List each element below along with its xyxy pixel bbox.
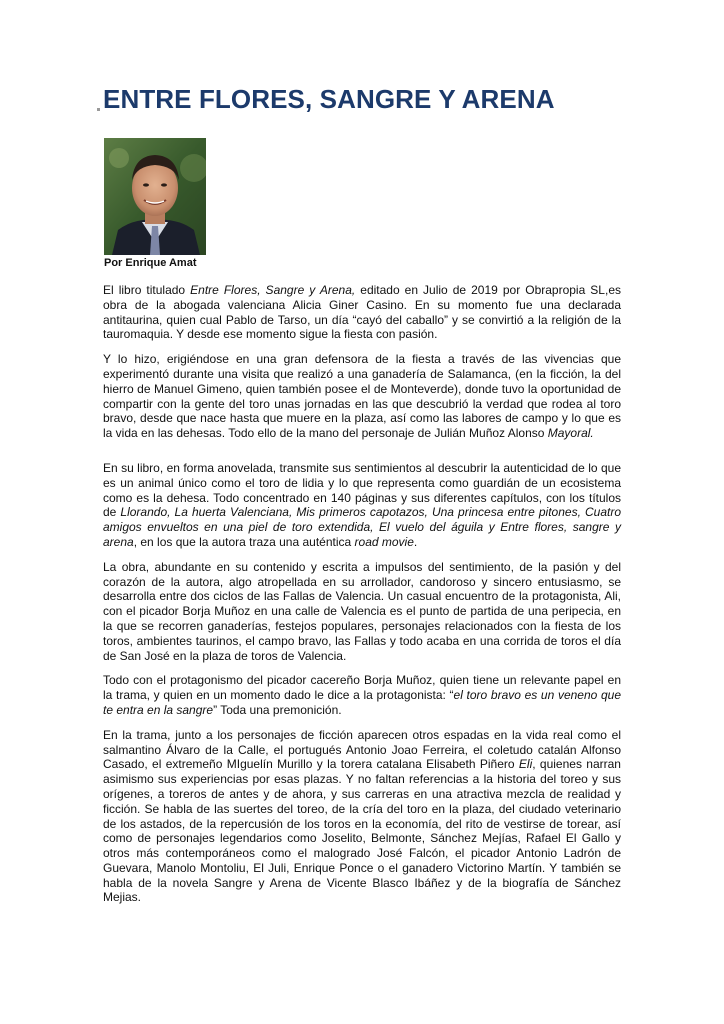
italic-text: Eli [518, 757, 533, 772]
italic-text: Mayoral. [547, 426, 594, 441]
text-run: Todo con el protagonismo del picador cacereño Borja Muñoz, quien tiene un relevante papel en la trama, y quien en un momento dado le dice a la protagonista: “ [103, 673, 621, 703]
italic-text: road movie [354, 534, 414, 549]
text-run: . [413, 534, 418, 549]
italic-text: Llorando, La huerta Valenciana, Mis primeros capotazos, Una princesa entre pitones, Cuatro amigos envueltos en una piel de toro extendida, El vuelo del águila y Entre flores, sangre y arena [103, 505, 621, 549]
paragraph [103, 728, 621, 906]
paragraph [103, 283, 621, 342]
paragraph [103, 673, 621, 717]
italic-text: el toro bravo es un veneno que te entra en la sangre [103, 688, 621, 717]
article-title: ENTRE FLORES, SANGRE Y ARENA [103, 84, 555, 114]
text-run: , quienes narran asimismo sus experiencias por esas plazas. Y no faltan referencias a la historia del toreo y sus orígenes, a toreros de antes y de ahora, y sus carreras en una atractiva mezcla de realidad y ficción. Se habla de las suertes del toreo, de la cría del toro en la plaza, del ciudado veterinario de los astados, de la repercusión de los toros en la economía, del rito de vestirse de torear, así como de personajes legendarios como Joselito, Belmonte, Sánchez Mejías, Rafael El Gallo y otros más contemporáneos como el malogrado José Falcón, el picador Antonio Ladrón de Guevara, Manolo Montoliu, El Juli, Enrique Ponce o el ganadero Victorino Martín. Y también se habla de la novela Sangre y Arena de Vicente Blasco Ibáñez y de la biografía de Sánchez Mejias. [103, 757, 621, 905]
paragraph [103, 461, 621, 550]
paragraph [103, 352, 621, 441]
text-run: editado en Julio de 2019 por Obrapropia SL,es obra de la abogada valenciana Alicia Giner Casino. En su momento fue una declarada antitaurina, quien cual Pablo de Tarso, un día “cayó del caballo” y se convirtió a la religión de la tauromaquia. Y desde ese momento sigue la fiesta con pasión. [103, 283, 621, 342]
text-run: En su libro, en forma anovelada, transmite sus sentimientos al descubrir la autenticidad de lo que es un animal único como el toro de lidia y lo que representa como guardián de un ecosistema como es la dehesa. Todo concentrado en 140 páginas y sus diferentes capítulos, con los títulos de [103, 460, 621, 520]
text-run: Y lo hizo, erigiéndose en una gran defensora de la fiesta a través de las vivencias que experimentó durante una visita que realizó a una ganadería de Salamanca, (en la ficción, la del hierro de Manuel Gimeno, quien también posee el de Monteverde), donde tuvo la oportunidad de compartir con la gente del toro unas jornadas en las que descubrió la verdad que rodea al toro bravo, desde que nace hasta que muere en la plaza, así como las labores de campo y lo que es la vida en las dehesas. Todo ello de la mano del personaje de Julián Muñoz Alonso [103, 352, 621, 441]
author-byline: Por Enrique Amat [104, 257, 197, 269]
article-body [103, 283, 621, 915]
text-run: ” Toda una premonición. [213, 702, 342, 717]
text-run: La obra, abundante en su contenido y escrita a impulsos del sentimiento, de la pasión y del corazón de la autora, algo atropellada en su arrollador, candoroso y sincero entusiasmo, se desarrolla entre dos ciclos de las Fallas de Valencia. Un casual encuentro de la protagonista, Ali, con el picador Borja Muñoz en una calle de Valencia es el punto de partida de una peripecia, en la que se recorren ganaderías, festejos populares, personajes relacionados con la fiesta de los toros, ambientes taurinos, el campo bravo, las Fallas y todo acaba en una corrida de toros el día de San José en la plaza de toros de Valencia. [103, 559, 621, 663]
paragraph [103, 560, 621, 664]
title-dot [97, 108, 100, 111]
portrait-photo-icon [104, 138, 206, 255]
text-run: El libro titulado [103, 283, 191, 297]
text-run: En la trama, junto a los personajes de ficción aparecen otros espadas en la vida real como el salmantino Álvaro de la Calle, el portugués Antonio Joao Ferreira, el coletudo catalán Alfonso Casado, el extremeño MIguelín Murillo y la torera catalana Elisabeth Piñero [103, 727, 621, 772]
text-run: , en los que la autora traza una auténtica [133, 534, 355, 549]
author-photo [104, 138, 206, 255]
italic-text: Entre Flores, Sangre y Arena, [190, 283, 356, 297]
